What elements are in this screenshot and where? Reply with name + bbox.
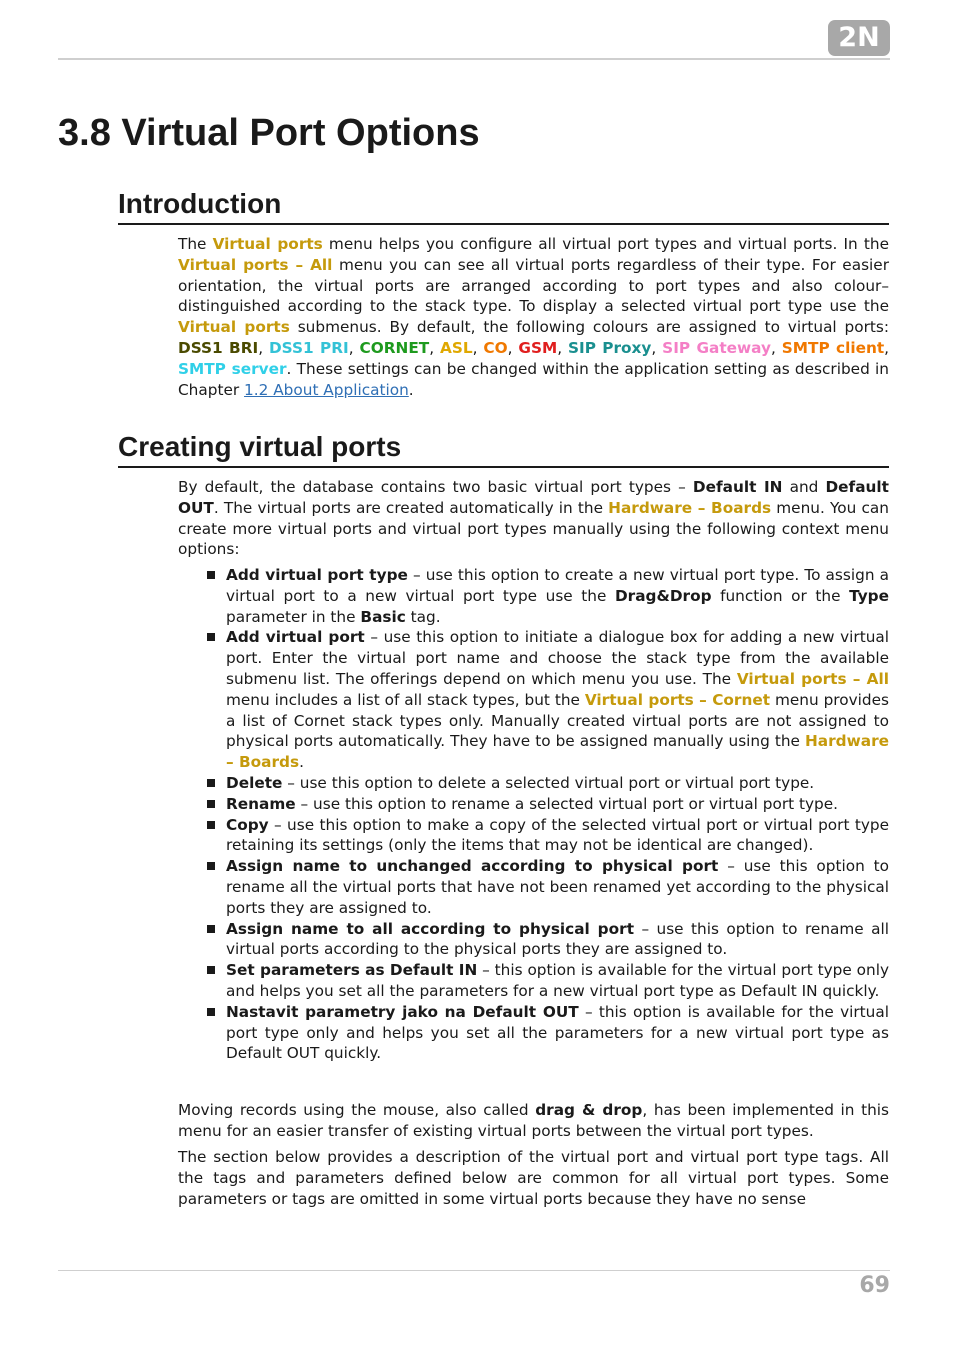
page-number: 69 <box>859 1273 890 1298</box>
color-label-smtp-client: SMTP client <box>781 338 885 357</box>
brand-logo: 2N <box>828 20 890 56</box>
list-item: Rename – use this option to rename a selected virtual port or virtual port type. <box>204 794 889 815</box>
section-title-introduction: Introduction <box>118 188 889 225</box>
bullet-icon <box>207 925 215 933</box>
list-item: Delete – use this option to delete a selected virtual port or virtual port type. <box>204 773 889 794</box>
list-item: Add virtual port type – use this option to create a new virtual port type. To assign a virtual port to a new virtual port type use the Drag&Drop function or the Type parameter in the Basic tag. <box>204 565 889 627</box>
header-rule <box>58 58 890 60</box>
list-item: Nastavit parametry jako na Default OUT – this option is available for the virtual port type only and helps you set all the parameters for a new virtual port type as Default OUT quickly. <box>204 1002 889 1064</box>
bullet-icon <box>207 821 215 829</box>
color-label-gsm: GSM <box>518 338 558 357</box>
bullet-icon <box>207 1008 215 1016</box>
chapter-link[interactable]: 1.2 About Application <box>244 380 409 399</box>
menu-ref: Virtual ports – All <box>178 255 333 274</box>
color-label-cornet: CORNET <box>359 338 430 357</box>
creating-paragraph: By default, the database contains two basic virtual port types – Default IN and Default OUT. The virtual ports are created automatically in the Hardware – Boards menu. You can create more virtual ports and virtual port types manually using the following context menu options: <box>178 478 889 559</box>
menu-ref: Virtual ports <box>178 318 290 337</box>
list-item: Assign name to unchanged according to physical port – use this option to rename all the virtual ports that have not been renamed yet according to the physical ports they are assigned to. <box>204 856 889 918</box>
drag-drop-paragraph: Moving records using the mouse, also called drag & drop, has been implemented in this menu for an easier transfer of existing virtual ports between the virtual port types. <box>178 1101 889 1140</box>
context-menu-options-list <box>204 565 889 1064</box>
bullet-icon <box>207 571 215 579</box>
list-item: Set parameters as Default IN – this option is available for the virtual port type only and helps you set all the parameters for a new virtual port type as Default IN quickly. <box>204 960 889 1002</box>
color-label-dss1-bri: DSS1 BRI <box>178 338 259 357</box>
color-label-asl: ASL <box>440 338 473 357</box>
chapter-title: 3.8 Virtual Port Options <box>58 112 480 154</box>
list-item: Add virtual port – use this option to initiate a dialogue box for adding a new virtual port. Enter the virtual port name and choose the stack type from the available submenu list. The offerings depend on which menu you use. The Virtual ports – All menu includes a list of all stack types, but the Virtual ports – Cornet menu provides a list of Cornet stack types only. Manually created virtual ports are not assigned to physical ports automatically. They have to be assigned manually using the Hardware – Boards. <box>204 627 889 773</box>
menu-ref: Virtual ports <box>212 235 323 253</box>
bullet-icon <box>207 779 215 787</box>
bullet-icon <box>207 633 215 641</box>
list-item: Assign name to all according to physical port – use this option to rename all virtual ports according to the physical ports they are assigned to. <box>204 919 889 961</box>
section-title-creating: Creating virtual ports <box>118 431 889 468</box>
menu-ref: Hardware – Boards <box>608 498 772 517</box>
footer-rule <box>58 1270 890 1271</box>
bullet-icon <box>207 966 215 974</box>
color-label-dss1-pri: DSS1 PRI <box>268 338 349 357</box>
tags-description-paragraph: The section below provides a description of the virtual port and virtual port type tags. All the tags and parameters defined below are common for all virtual port types. Some parameters or tags are omitted in some virtual ports because they have no sense <box>178 1148 889 1208</box>
bullet-icon <box>207 862 215 870</box>
list-item: Copy – use this option to make a copy of the selected virtual port or virtual port type retaining its settings (only the items that may not be identical are changed). <box>204 815 889 857</box>
color-label-sip-gateway: SIP Gateway <box>662 338 771 357</box>
color-label-sip-proxy: SIP Proxy <box>567 338 652 357</box>
intro-paragraph: The Virtual ports menu helps you configure all virtual port types and virtual ports. In the Virtual ports – All menu you can see all virtual ports regardless of their type. For easier orientation, the virtual ports are arranged according to port types and also colour–distinguished according to the stack type. To display a selected virtual port type use the Virtual ports submenus. By default, the following colours are assigned to virtual ports: DSS1 BRI, DSS1 PRI, CORNET, ASL, CO, GSM, SIP Proxy, SIP Gateway, SMTP client, SMTP server. These settings can be changed within the application setting as described in Chapter 1.2 About Application. <box>178 235 890 399</box>
color-label-co: CO <box>483 338 508 357</box>
bullet-icon <box>207 800 215 808</box>
color-label-smtp-server: SMTP server <box>178 359 287 378</box>
